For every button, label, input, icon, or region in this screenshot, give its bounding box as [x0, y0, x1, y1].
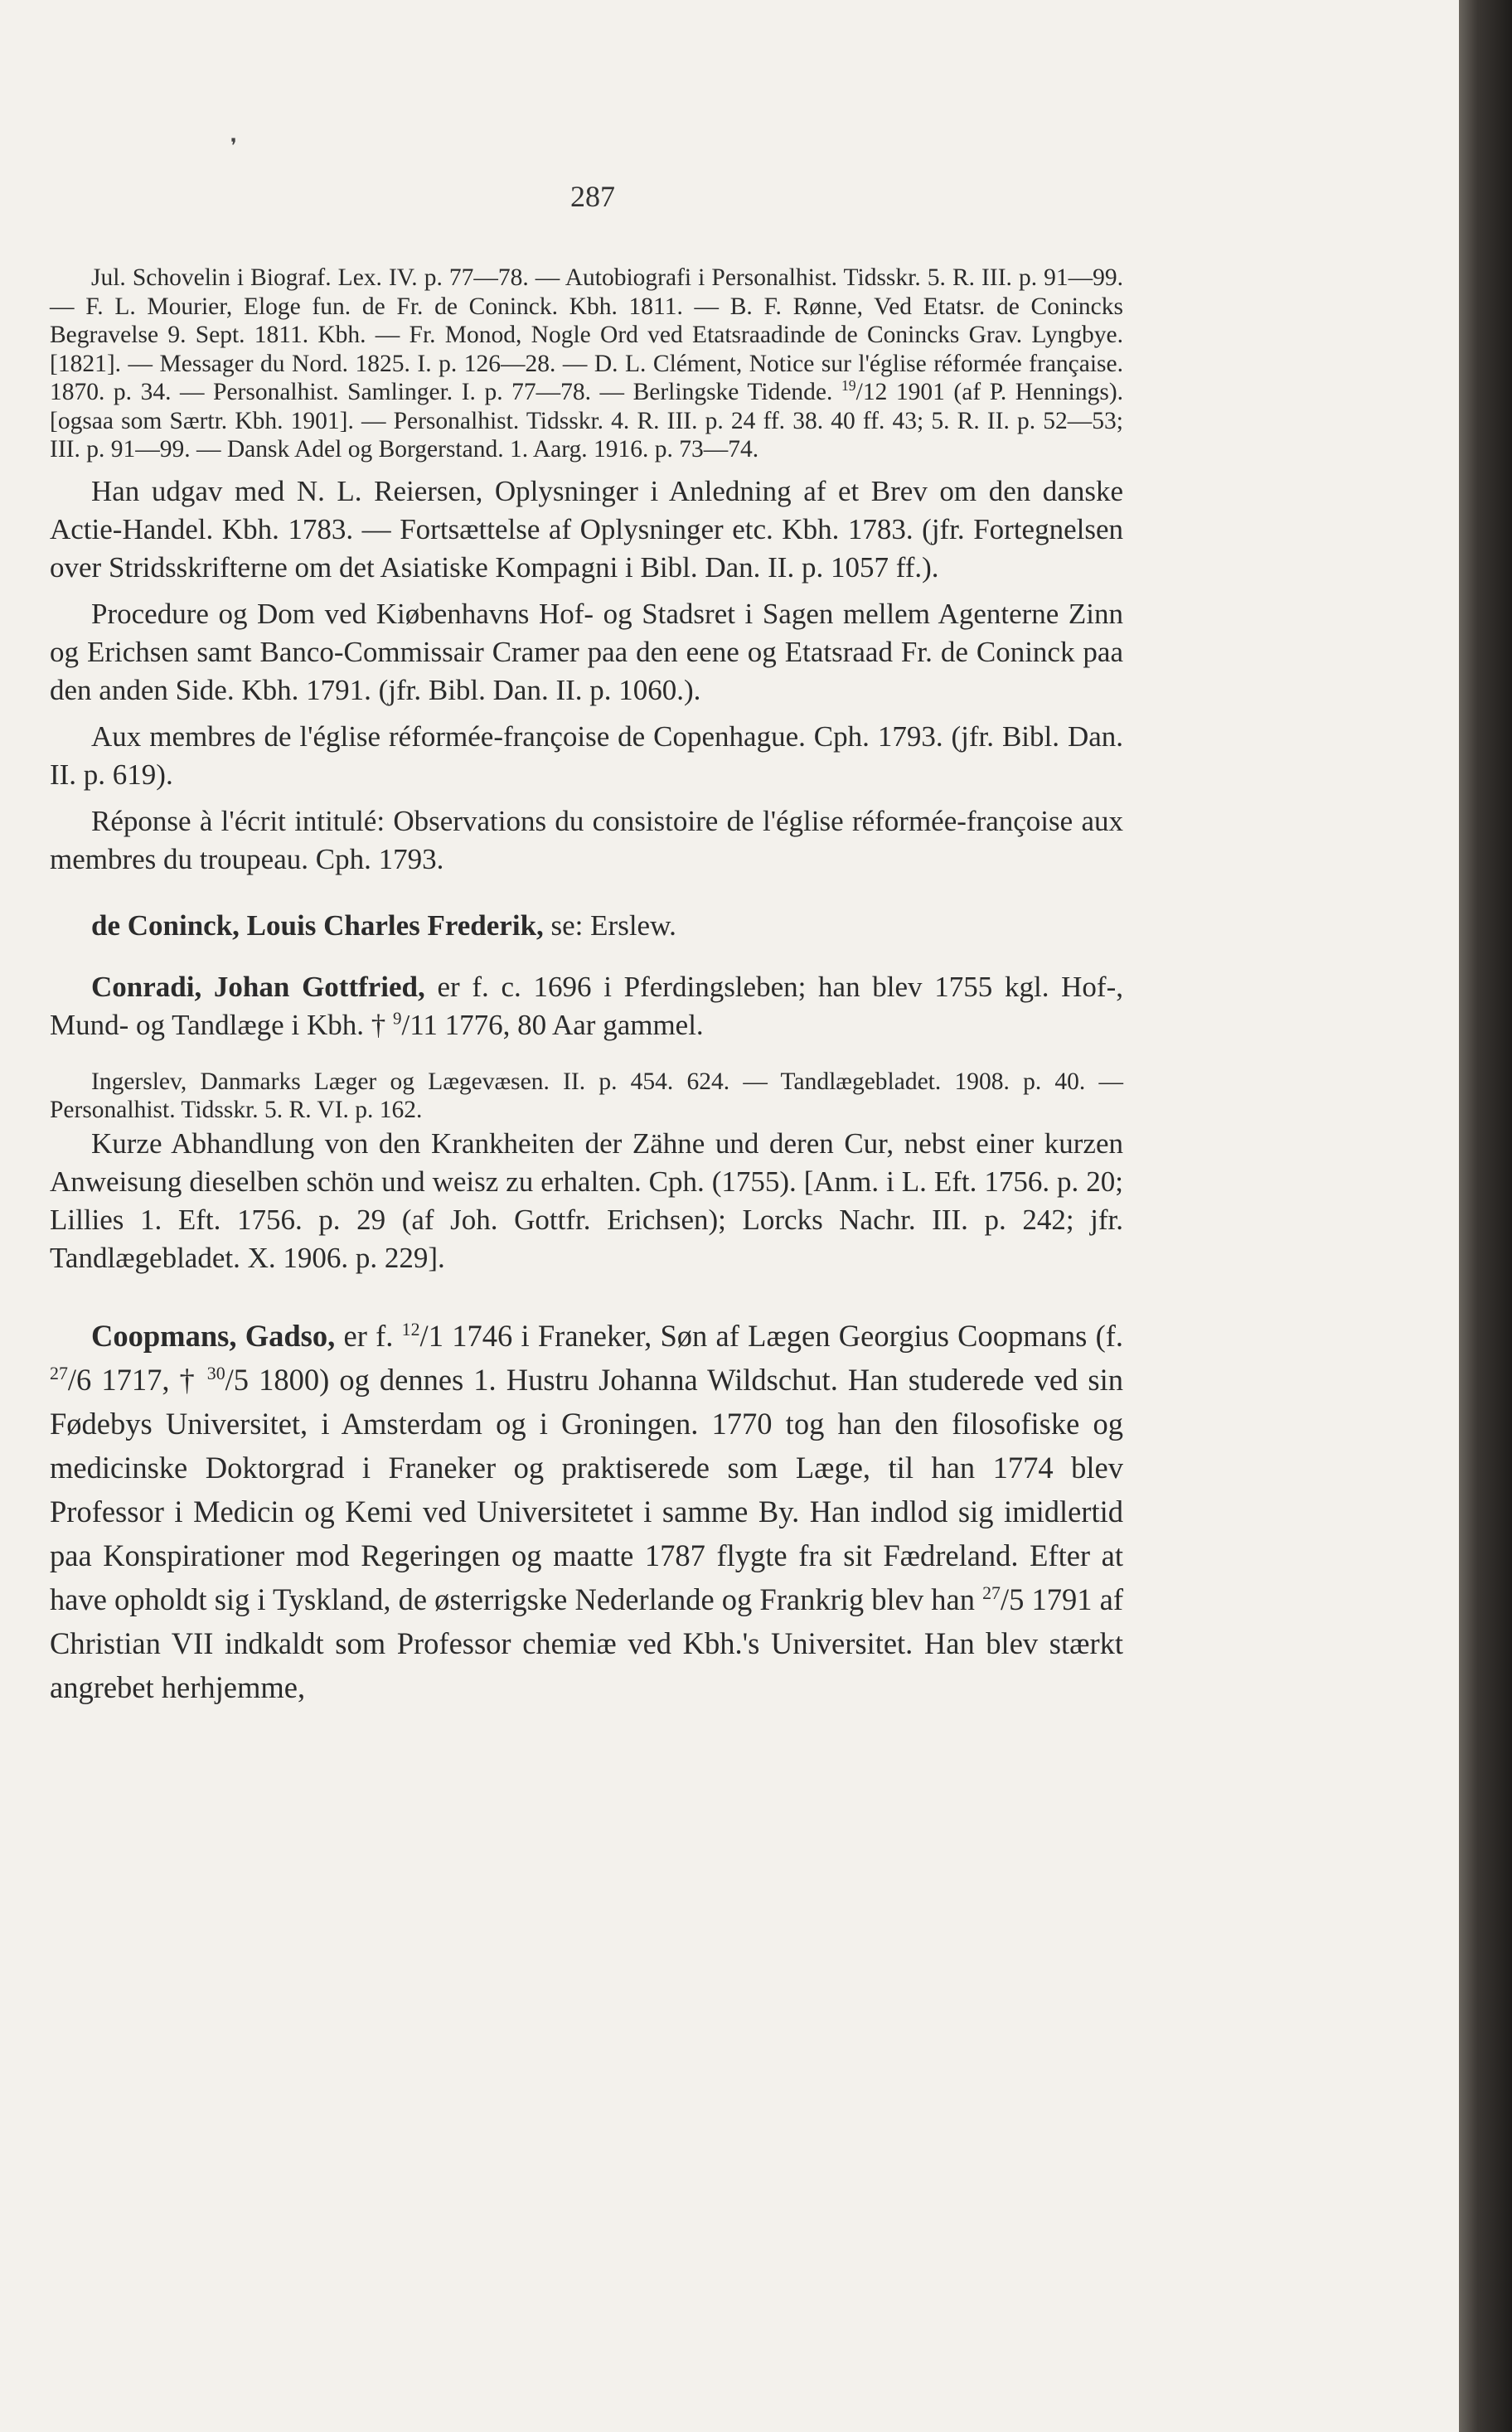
works-paragraph-3: Aux membres de l'église réformée-françoise de Copenhague. Cph. 1793. (jfr. Bibl. Dan. II. p. 619).	[50, 719, 1123, 791]
entry-text-end: 1776, 80 Aar gammel.	[437, 1008, 704, 1041]
references-schovelin-text: Jul. Schovelin i Biograf. Lex. IV. p. 77—78. — Autobiografi i Personalhist. Tidsskr. 5. R. III. p. 91—99. — F. L. Mourier, Eloge fun. de Fr. de Coninck. Kbh. 1811. — B. F. Rønne, Ved Etatsr. de Conincks Begravelse 9. Sept. 1811. Kbh. — Fr. Monod, Nogle Ord ved Etatsraadinde de Conincks Grav. Lyngbye. [1821]. — Messager du Nord. 1825. I. p. 126—28. — D. L. Clément, Notice sur l'église réformée française. 1870. p. 34. — Personalhist. Samlinger. I. p. 77—78. —	[50, 264, 1123, 405]
references-ingerslev: Ingerslev, Danmarks Læger og Lægevæsen. II. p. 454. 624. — Tandlægebladet. 1908. p. 40. — Personalhist. Tidsskr. 5. R. VI. p. 162.	[50, 1068, 1123, 1123]
entry-text: 1800) og dennes 1. Hustru Johanna Wildschut. Han studerede ved sin Fødebys Universitet, i Amsterdam og i Groningen. 1770 tog han den filosofiske og medicinske Doktorgrad i Franeker og praktiserede som Læge, til han 1774 blev Professor i Medicin og Kemi ved Universitetet i samme By. Han indlod sig imidlertid paa Konspirationer mod Regeringen og maatte 1787 flygte fra sit Fædreland. Efter at have opholdt sig i Tyskland, de østerrigske Nederlande og Frankrig blev han	[50, 1362, 1123, 1616]
stray-mark: ❜	[230, 136, 237, 157]
page-text	[50, 264, 1123, 1709]
entry-name: Coopmans, Gadso,	[91, 1318, 336, 1353]
entry-text: er f.	[335, 1318, 402, 1353]
date-month: /12	[855, 379, 888, 405]
entry-conradi	[50, 968, 1123, 1044]
date-day: 19	[841, 377, 856, 395]
date-day: 27	[982, 1582, 1001, 1603]
references-schovelin-rest: 1901 (af P. Hennings). [ogsaa som Særtr. Kbh. 1901]. — Personalhist. Tidsskr. 4. R. III. p. 24 ff. 38. 40 ff. 43; 5. R. II. p. 52—53; III. p. 91—99. — Dansk Adel og Borgerstand. 1. Aarg. 1916. p. 73—74.	[50, 379, 1124, 463]
entry-text: 1746 i Franeker, Søn af Lægen Georgius Coopmans (f.	[443, 1318, 1124, 1353]
date-day: 12	[401, 1318, 420, 1340]
entry-text: se: Erslew.	[543, 908, 676, 942]
entry-coopmans	[50, 1314, 1123, 1709]
entry-text-end: 1791 af Christian VII indkaldt som Professor chemiæ ved Kbh.'s Universitet. Han blev stærkt angrebet herhjemme,	[50, 1582, 1123, 1704]
date-month: /11	[401, 1008, 438, 1041]
date-day: 9	[392, 1007, 402, 1028]
date-month: /1	[419, 1318, 443, 1353]
date-month: /5	[1000, 1582, 1025, 1616]
entry-text: 1717, †	[91, 1362, 207, 1397]
entry-text: er f. c. 1696 i Pferdingsleben; han blev 1755 kgl. Hof-, Mund- og Tandlæge i Kbh. †	[50, 970, 1123, 1041]
date-day: 27	[50, 1362, 68, 1383]
works-conradi: Kurze Abhandlung von den Krankheiten der Zähne und deren Cur, nebst einer kurzen Anweisung dieselben schön und weisz zu erhalten. Cph. (1755). [Anm. i L. Eft. 1756. p. 20; Lillies 1. Eft. 1756. p. 29 (af Joh. Gottfr. Erichsen); Lorcks Nachr. III. p. 242; jfr. Tandlægebladet. X. 1906. p. 229].	[50, 1126, 1123, 1274]
works-paragraph-2: Procedure og Dom ved Kiøbenhavns Hof- og Stadsret i Sagen mellem Agenterne Zinn og Erichsen samt Banco-Commissair Cramer paa den eene og Etatsraad Fr. de Coninck paa den anden Side. Kbh. 1791. (jfr. Bibl. Dan. II. p. 1060.).	[50, 597, 1123, 706]
works-paragraph-4: Réponse à l'écrit intitulé: Observations du consistoire de l'église réformée-françoise aux membres du troupeau. Cph. 1793.	[50, 804, 1123, 875]
berlingske-ref: Berlingske Tidende.	[632, 379, 833, 405]
date-month: /5	[225, 1362, 250, 1397]
entry-name: de Coninck, Louis Charles Frederik,	[91, 908, 544, 942]
date-day: 30	[206, 1362, 225, 1383]
entry-de-coninck-louis	[50, 907, 1123, 945]
book-spine-shadow	[1459, 0, 1512, 2432]
references-schovelin	[50, 264, 1123, 464]
date-month: /6	[67, 1362, 92, 1397]
works-paragraph-1: Han udgav med N. L. Reiersen, Oplysninger i Anledning af et Brev om den danske Actie-Handel. Kbh. 1783. — Fortsættelse af Oplysninger etc. Kbh. 1783. (jfr. Fortegnelsen over Stridsskrifterne om det Asiatiske Kompagni i Bibl. Dan. II. p. 1057 ff.).	[50, 474, 1123, 584]
page-number: 287	[570, 180, 615, 213]
entry-name: Conradi, Johan Gottfried,	[91, 970, 425, 1003]
